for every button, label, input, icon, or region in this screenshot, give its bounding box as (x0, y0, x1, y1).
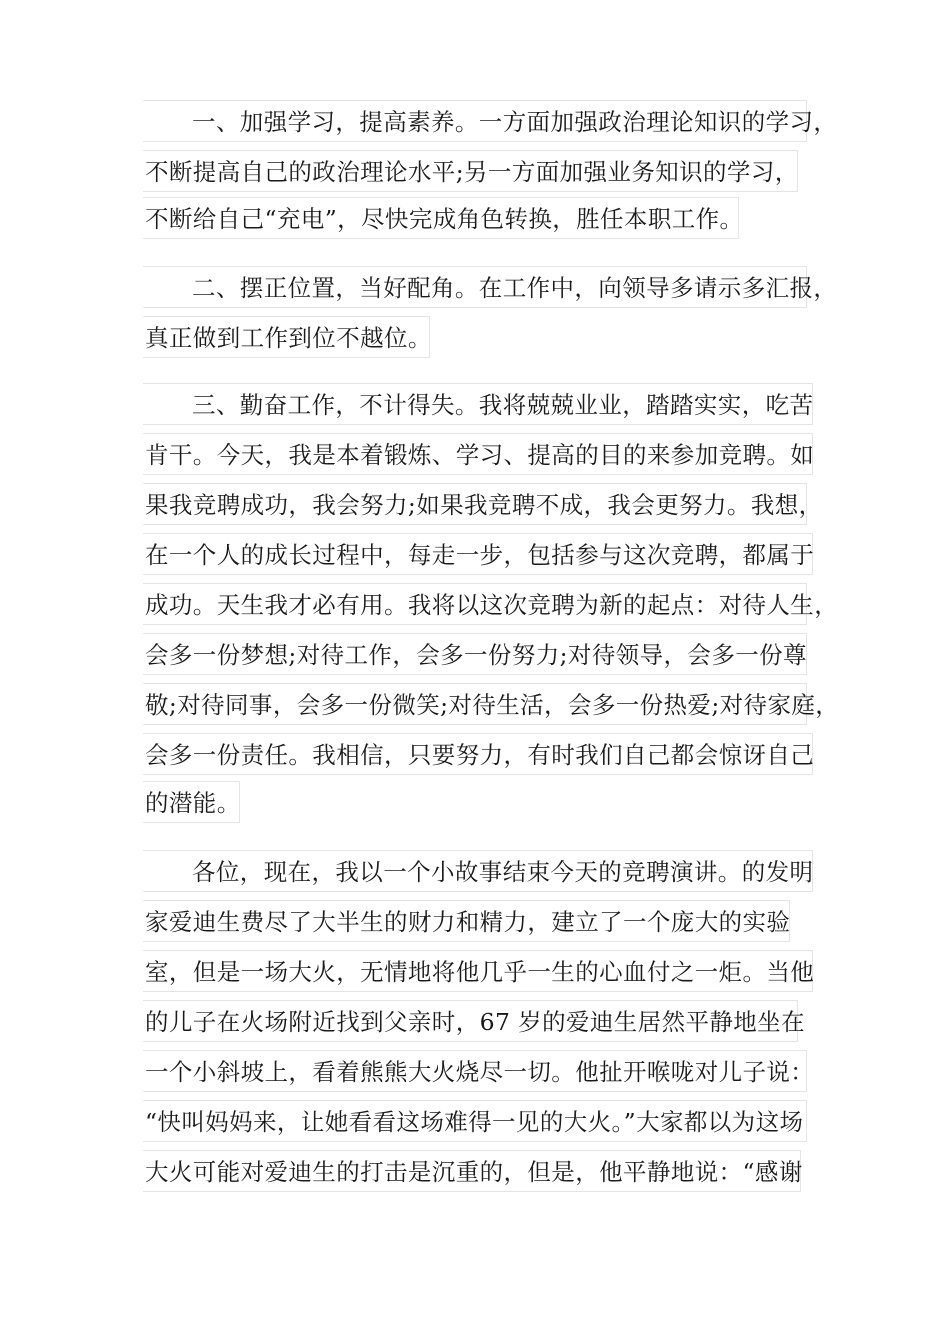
text-line: 的儿子在火场附近找到父亲时，67 岁的爱迪生居然平静地坐在 (143, 1000, 798, 1042)
text-line: 的潜能。 (143, 781, 240, 823)
text-line: 家爱迪生费尽了大半生的财力和精力，建立了一个庞大的实验 (143, 900, 790, 942)
text-line: 一、加强学习，提高素养。一方面加强政治理论知识的学习， (143, 100, 807, 142)
text-line: 室，但是一场大火，无情地将他几乎一生的心血付之一炬。当他 (143, 950, 813, 992)
text-line: 各位，现在，我以一个小故事结束今天的竞聘演讲。的发明 (143, 850, 813, 892)
text-line: 会多一份责任。我相信，只要努力，有时我们自己都会惊讶自己 (143, 733, 813, 775)
text-line: 果我竞聘成功，我会努力;如果我竞聘不成，我会更努力。我想， (143, 483, 807, 525)
text-line: 会多一份梦想;对待工作，会多一份努力;对待领导，会多一份尊 (143, 633, 807, 675)
text-line: 在一个人的成长过程中，每走一步，包括参与这次竞聘，都属于 (143, 533, 813, 575)
text-line: 敬;对待同事，会多一份微笑;对待生活，会多一份热爱;对待家庭， (143, 683, 807, 725)
text-line: 成功。天生我才必有用。我将以这次竞聘为新的起点：对待人生， (143, 583, 807, 625)
text-line: 一个小斜坡上，看着熊熊大火烧尽一切。他扯开喉咙对儿子说： (143, 1050, 807, 1092)
text-line: “快叫妈妈来，让她看看这场难得一见的大火。”大家都以为这场 (143, 1100, 807, 1142)
text-line: 肯干。今天，我是本着锻炼、学习、提高的目的来参加竞聘。如 (143, 433, 813, 475)
text-line: 真正做到工作到位不越位。 (143, 316, 430, 358)
text-line: 大火可能对爱迪生的打击是沉重的，但是，他平静地说：“感谢 (143, 1150, 801, 1192)
text-line: 不断提高自己的政治理论水平;另一方面加强业务知识的学习， (143, 150, 798, 192)
text-line: 二、摆正位置，当好配角。在工作中，向领导多请示多汇报， (143, 266, 807, 308)
text-line: 不断给自己“充电”，尽快完成角色转换，胜任本职工作。 (143, 197, 739, 239)
text-line: 三、勤奋工作，不计得失。我将兢兢业业，踏踏实实，吃苦 (143, 383, 813, 425)
